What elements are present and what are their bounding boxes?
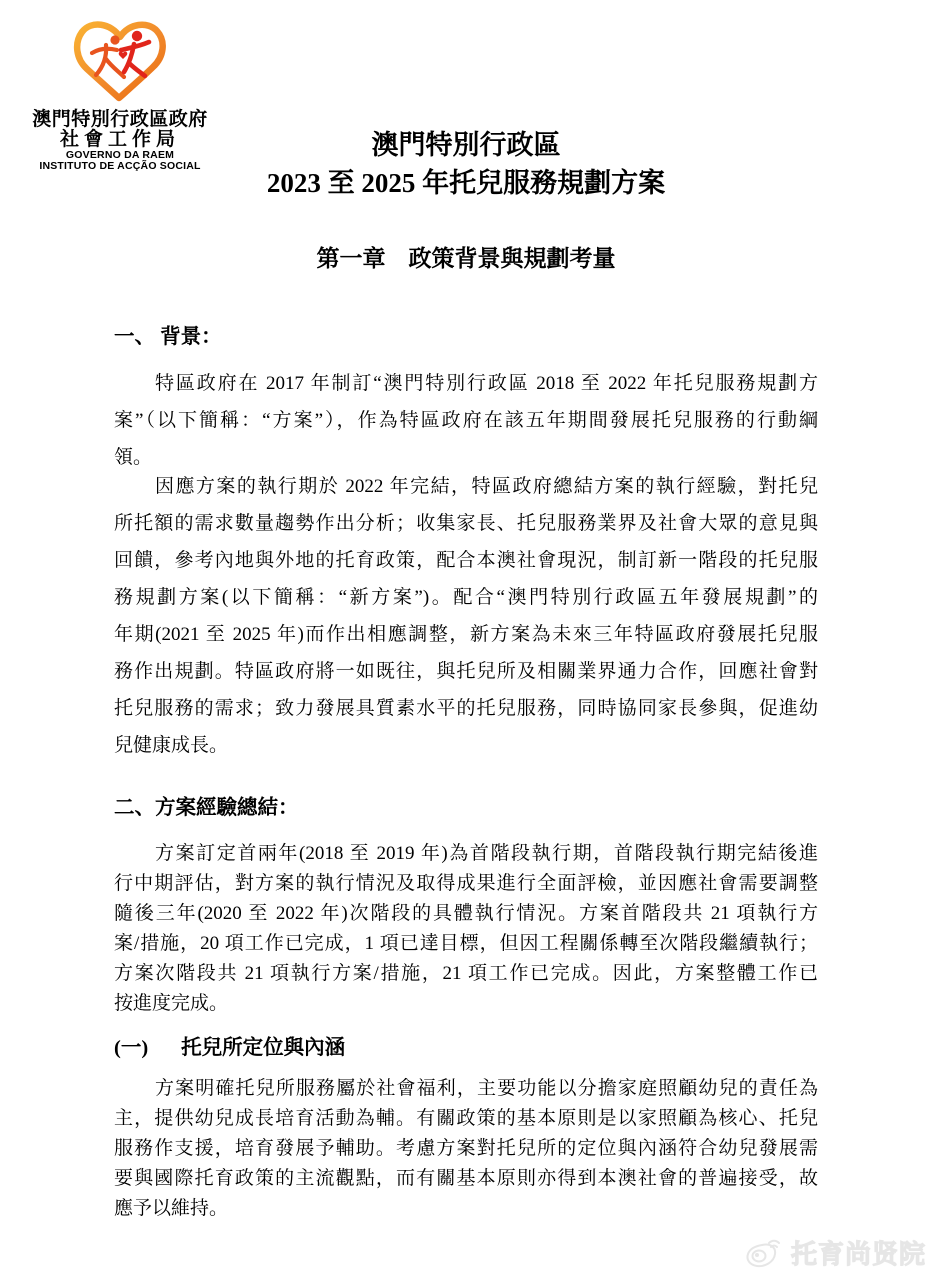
title-line-2: 2023 至 2025 年托兒服務規劃方案 — [266, 168, 666, 198]
section-2-heading: 二、方案經驗總結： — [114, 797, 299, 819]
org-name-zh-line1: 澳門特別行政區政府 — [32, 109, 208, 130]
watermark — [742, 1234, 926, 1271]
text-line: 隨後三年(2020 至 2022 年)次階段的具體執行情況。方案首階段共 21 項執行方 — [114, 903, 818, 924]
text-line: 應予以維持。 — [114, 1198, 229, 1219]
title-line-1: 澳門特別行政區 — [371, 130, 561, 160]
paragraph-3 — [114, 839, 818, 1019]
subsection-1-heading — [114, 1034, 818, 1062]
heart-with-figures-icon — [72, 18, 168, 106]
paragraph-4 — [114, 1074, 818, 1224]
text-line: 主，提供幼兒成長培育活動為輔。有關政策的基本原則是以家照顧為核心、托兒 — [114, 1108, 818, 1129]
text-line: 方案次階段共 21 項執行方案/措施，21 項工作已完成。因此，方案整體工作已 — [114, 963, 818, 984]
paragraph-2 — [114, 468, 818, 764]
text-line: 兒健康成長。 — [114, 735, 229, 756]
text-line: 所托額的需求數量趨勢作出分析；收集家長、托兒服務業界及社會大眾的意見與 — [114, 513, 818, 534]
text-line: 特區政府在 2017 年制訂“澳門特別行政區 2018 至 2022 年托兒服務規劃方 — [155, 373, 818, 394]
text-line: 方案明確托兒所服務屬於社會福利，主要功能以分擔家庭照顧幼兒的責任為 — [155, 1078, 818, 1099]
watermark-text: 托育尚贤院 — [791, 1239, 926, 1269]
text-line: 按進度完成。 — [114, 993, 229, 1014]
paragraph-1 — [114, 365, 818, 476]
text-line: 案/措施，20 項工作已完成，1 項已達目標，但因工程關係轉至次階段繼續執行； — [114, 933, 818, 954]
text-line: 領。 — [114, 447, 153, 468]
chapter-heading: 第一章 政策背景與規劃考量 — [316, 246, 616, 271]
org-name-pt-line1: GOVERNO DA RAEM — [65, 149, 175, 161]
org-name-zh-line2: 社會工作局 — [59, 129, 180, 150]
text-line: 案”（以下簡稱：“方案”），作為特區政府在該五年期間發展托兒服務的行動綱 — [114, 410, 818, 431]
text-line: 回饋，參考內地與外地的托育政策，配合本澳社會現況，制訂新一階段的托兒服 — [114, 550, 818, 571]
org-name-pt-line2: INSTITUTO DE ACÇÃO SOCIAL — [39, 160, 201, 172]
text-line: 因應方案的執行期於 2022 年完結，特區政府總結方案的執行經驗，對托兒 — [155, 476, 818, 497]
document-title — [114, 126, 818, 202]
subsection-title: 托兒所定位與內涵 — [181, 1037, 346, 1059]
subsection-number: (一) — [114, 1037, 149, 1059]
text-line: 行中期評估，對方案的執行情況及取得成果進行全面評檢，並因應社會需要調整 — [114, 873, 818, 894]
text-line: 方案訂定首兩年(2018 至 2019 年)為首階段執行期，首階段執行期完結後進 — [155, 843, 818, 864]
section-1-heading: 一、 背景： — [114, 326, 222, 348]
weibo-icon — [742, 1235, 784, 1271]
text-line: 務規劃方案(以下簡稱：“新方案”)。配合“澳門特別行政區五年發展規劃”的 — [114, 587, 818, 608]
text-line: 托兒服務的需求；致力發展具質素水平的托兒服務，同時協同家長參與，促進幼 — [114, 698, 818, 719]
text-line: 務作出規劃。特區政府將一如既往，與托兒所及相關業界通力合作，回應社會對 — [114, 661, 818, 682]
text-line: 年期(2021 至 2025 年)而作出相應調整，新方案為未來三年特區政府發展托兒服 — [114, 624, 818, 645]
text-line: 服務作支援，培育發展予輔助。考慮方案對托兒所的定位與內涵符合幼兒發展需 — [114, 1138, 818, 1159]
text-line: 要與國際托育政策的主流觀點，而有關基本原則亦得到本澳社會的普遍接受，故 — [114, 1168, 818, 1189]
